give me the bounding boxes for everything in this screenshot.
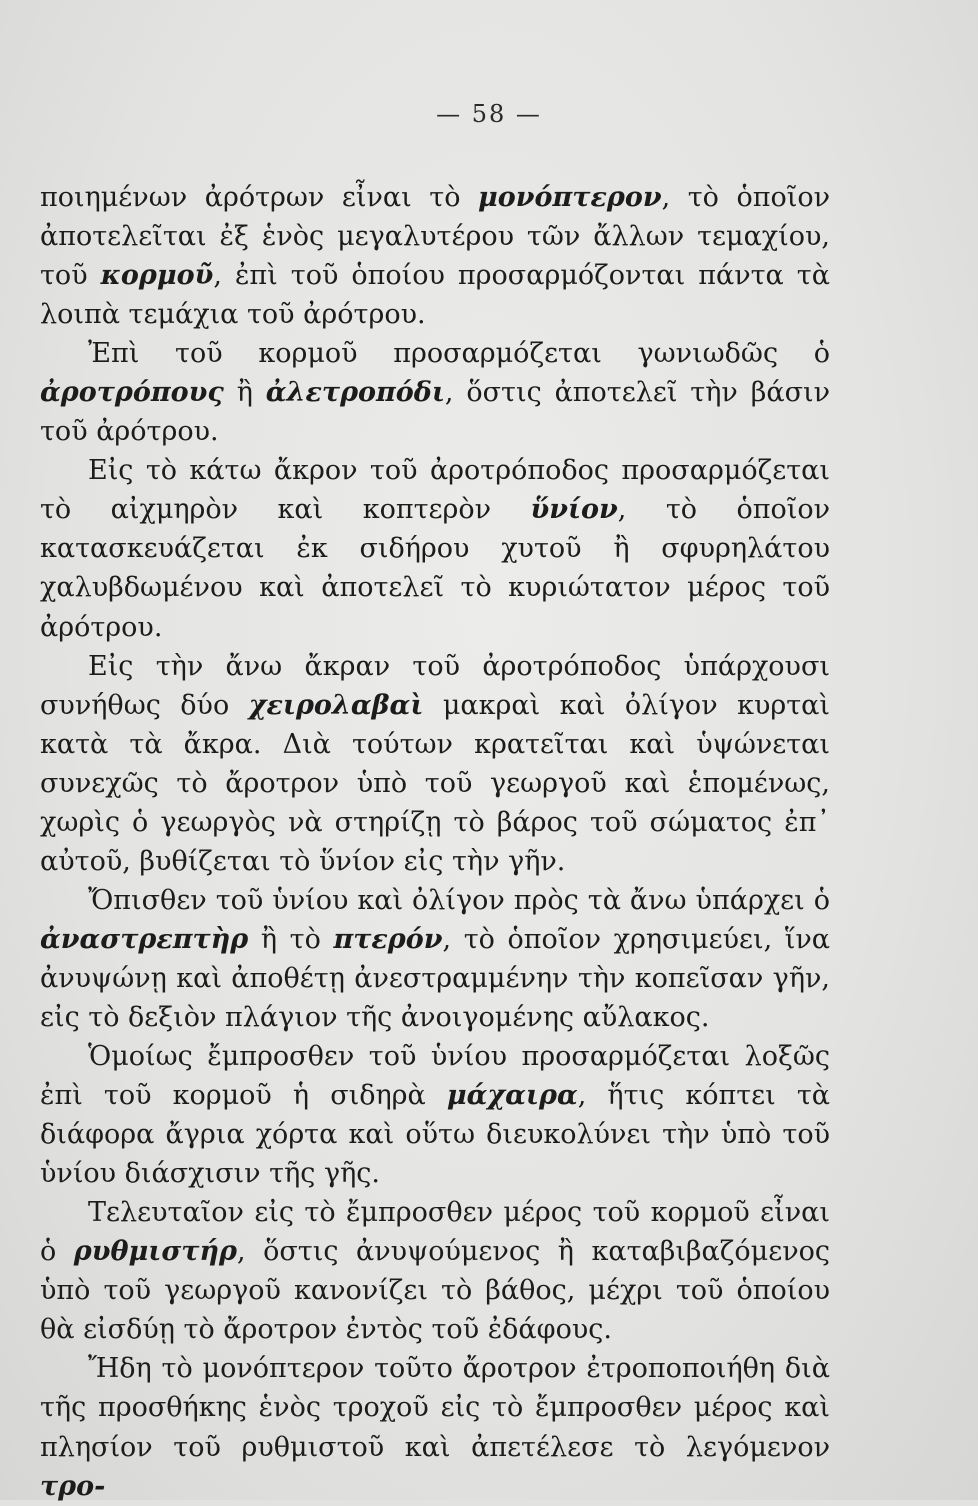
bold-term: χειρολαβαὶ [248,689,424,721]
text-run: μακραὶ καὶ ὀλίγον κυρταὶ κατὰ τὰ ἄκρα. Διὰ τούτων κρατεῖται καὶ ὑψώνεται συνεχῶς τὸ ἄροτρον ὑπὸ τοῦ γεωργοῦ καὶ ἑπομένως, χωρὶς ὁ γεωργὸς νὰ στηρίζῃ τὸ βάρος τοῦ σώματος ἐπ᾽ αὐτοῦ, βυθίζεται τὸ ὕνίον εἰς τὴν γῆν. [40,689,830,877]
bold-term: πτερόν [333,923,443,955]
bold-term: μάχαιρα [446,1080,578,1112]
text-run: Ἤδη τὸ μονόπτερον τοῦτο ἄροτρον ἐτροποποιήθη διὰ τῆς προσθήκης ἑνὸς τροχοῦ εἰς τὸ ἔμπροσθεν μέρος καὶ πλησίον τοῦ ρυθμιστοῦ καὶ ἀπετέλεσε τὸ λεγόμενον [40,1353,830,1463]
paragraph [40,1193,830,1349]
text-run: , τὸ ὁποῖον κατασκευάζεται ἐκ σιδήρου χυτοῦ ἢ σφυρηλάτου χαλυβδωμένου καὶ ἀποτελεῖ τὸ κυριώτατον μέρος τοῦ ἀρότρου. [40,494,830,643]
text-run: Ἐπὶ τοῦ κορμοῦ προσαρμόζεται γωνιωδῶς ὁ [88,338,830,370]
bold-term: ἀναστρεπτὴρ [40,923,249,955]
text-run: , ἐπὶ τοῦ ὁποίου προσαρμόζονται πάντα τὰ λοιπὰ τεμάχια τοῦ ἀρότρου. [40,260,830,331]
text-run: , ὅστις ἀνυψούμενος ἢ καταβιβαζόμενος ὑπὸ τοῦ γεωργοῦ κανονίζει τὸ βάθος, μέχρι τοῦ ὁποίου θὰ εἰσδύῃ τὸ ἄροτρον ἐντὸς τοῦ ἐδάφους. [40,1236,830,1346]
bold-term: μονόπτερον [478,182,662,213]
bold-term: κορμοῦ [100,260,214,292]
body-text [40,178,830,1506]
text-run: Τελευταῖον εἰς τὸ ἔμπροσθεν μέρος τοῦ κορμοῦ εἶναι ὁ [40,1197,830,1268]
paragraph [40,1037,830,1193]
paragraph [40,334,830,451]
text-run: , ἥτις κόπτει τὰ διάφορα ἄγρια χόρτα καὶ οὕτω διευκολύνει τὴν ὑπὸ τοῦ ὑνίου διάσχισιν τῆς γῆς. [40,1080,830,1190]
paragraph [40,647,830,881]
bold-term: ἀλετροπόδι [265,377,445,409]
bold-term: ρυθμιστήρ [73,1236,237,1268]
text-run: , ὅστις ἀποτελεῖ τὴν βάσιν τοῦ ἀρότρου. [40,377,830,448]
text-run: ἢ τὸ [248,923,334,955]
bold-term: ὕνίον [530,494,618,526]
text-run: Ὄπισθεν τοῦ ὑνίου καὶ ὀλίγον πρὸς τὰ ἄνω ὑπάρχει ὁ [88,884,830,916]
paragraph [40,881,830,1037]
text-run: Εἰς τὴν ἄνω ἄκραν τοῦ ἀροτρόποδος ὑπάρχουσι συνήθως δύο [40,650,830,721]
text-run: ἢ [223,377,266,409]
bold-term: τρο- [40,1470,106,1502]
text-run: , τὸ ὁποῖον χρησιμεύει, ἵνα ἀνυψώνῃ καὶ ἀποθέτῃ ἀνεστραμμένην τὴν κοπεῖσαν γῆν, εἰς τὸ δεξιὸν πλάγιον τῆς ἀνοιγομένης αὔλακος. [40,923,830,1033]
text-run: ποιημένων ἀρότρων εἶναι τὸ [40,182,479,213]
text-run: Ὁμοίως ἔμπροσθεν τοῦ ὑνίου προσαρμόζεται λοξῶς ἐπὶ τοῦ κορμοῦ ἡ σιδηρὰ [40,1041,830,1112]
page-number: — 58 — [436,100,542,128]
paragraph [40,451,830,646]
text-run: , τὸ ὁποῖον ἀποτελεῖται ἐξ ἑνὸς μεγαλυτέρου τῶν ἄλλων τεμαχίου, τοῦ [40,182,830,292]
bold-term: ἀροτρόπους [40,377,224,409]
paragraph [40,178,830,334]
text-run: Εἰς τὸ κάτω ἄκρον τοῦ ἀροτρόποδος προσαρμόζεται τὸ αἰχμηρὸν καὶ κοπτερὸν [40,455,830,526]
paragraph [40,1349,830,1505]
